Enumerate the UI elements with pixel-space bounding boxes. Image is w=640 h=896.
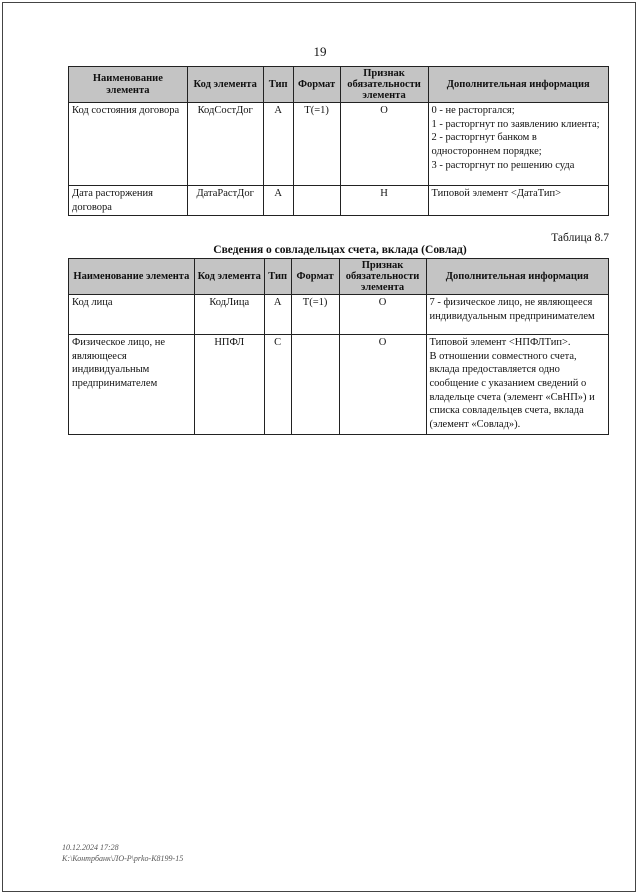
cell-code: КодЛица bbox=[194, 295, 264, 335]
info-line: 3 - расторгнут по решению суда bbox=[431, 159, 575, 171]
cell-type: А bbox=[263, 103, 293, 186]
header-type: Тип bbox=[263, 67, 293, 103]
cell-required: О bbox=[340, 103, 428, 186]
header-info: Дополнительная информация bbox=[428, 67, 608, 103]
cell-info bbox=[428, 186, 608, 216]
info-line: 2 - расторгнут банком в одностороннем порядке; bbox=[431, 132, 542, 157]
page-number: 19 bbox=[313, 44, 327, 59]
info-line: В отношении совместного счета, вклада предоставляется одно сообщение с указанием сведений о владельце счета (элемент «СвНП») и списка совладельцев счета, вклада (элемент «Совлад»). bbox=[429, 350, 595, 430]
cell-required: О bbox=[339, 335, 426, 435]
cell-info bbox=[428, 103, 608, 186]
cell-required: Н bbox=[340, 186, 428, 216]
cell-info bbox=[426, 295, 609, 335]
cell-required: О bbox=[339, 295, 426, 335]
cell-name: Код лица bbox=[69, 295, 195, 335]
info-line: 1 - расторгнут по заявлению клиента; bbox=[431, 118, 600, 130]
info-line: 7 - физическое лицо, не являющееся индивидуальным предпринимателем bbox=[429, 297, 595, 322]
header-code: Код элемента bbox=[187, 67, 263, 103]
header-required: Признак обязательности элемента bbox=[340, 67, 428, 103]
cell-type: С bbox=[264, 335, 291, 435]
cell-type: А bbox=[264, 295, 291, 335]
print-footer bbox=[62, 843, 183, 865]
footer-path: К:\Контрбанк\ЛО-Р\prko-K8199-15 bbox=[62, 853, 184, 863]
cell-code: НПФЛ bbox=[194, 335, 264, 435]
table-header-row bbox=[69, 259, 609, 295]
cell-format: T(=1) bbox=[291, 295, 339, 335]
header-type: Тип bbox=[264, 259, 291, 295]
cell-type: А bbox=[263, 186, 293, 216]
info-line: Типовой элемент <НПФЛТип>. bbox=[429, 337, 571, 348]
cell-format: T(=1) bbox=[293, 103, 340, 186]
footer-timestamp: 10.12.2024 17:28 bbox=[62, 843, 119, 852]
header-required: Признак обязательности элемента bbox=[339, 259, 426, 295]
cell-format bbox=[293, 186, 340, 216]
header-format: Формат bbox=[293, 67, 340, 103]
table-row bbox=[69, 186, 609, 216]
info-line: 0 - не расторгался; bbox=[431, 105, 515, 116]
cell-format bbox=[291, 335, 339, 435]
table-row bbox=[69, 295, 609, 335]
header-format: Формат bbox=[291, 259, 339, 295]
cell-info bbox=[426, 335, 609, 435]
table-header-row bbox=[69, 67, 609, 103]
cell-name: Физическое лицо, не являющееся индивидуальным предпринимателем bbox=[69, 335, 195, 435]
header-info: Дополнительная информация bbox=[426, 259, 609, 295]
info-line: Типовой элемент <ДатаТип> bbox=[431, 188, 562, 199]
elements-table-2 bbox=[68, 258, 609, 435]
table-row bbox=[69, 335, 609, 435]
table-title: Сведения о совладельцах счета, вклада (Совлад) bbox=[213, 244, 467, 256]
table-row bbox=[69, 103, 609, 186]
header-code: Код элемента bbox=[194, 259, 264, 295]
table-number-label: Таблица 8.7 bbox=[551, 232, 609, 244]
cell-code: КодСостДог bbox=[187, 103, 263, 186]
elements-table-1 bbox=[68, 66, 609, 216]
cell-name: Код состояния договора bbox=[69, 103, 188, 186]
header-name: Наименование элемента bbox=[69, 67, 188, 103]
cell-code: ДатаРастДог bbox=[187, 186, 263, 216]
header-name: Наименование элемента bbox=[69, 259, 195, 295]
cell-name: Дата расторжения договора bbox=[69, 186, 188, 216]
